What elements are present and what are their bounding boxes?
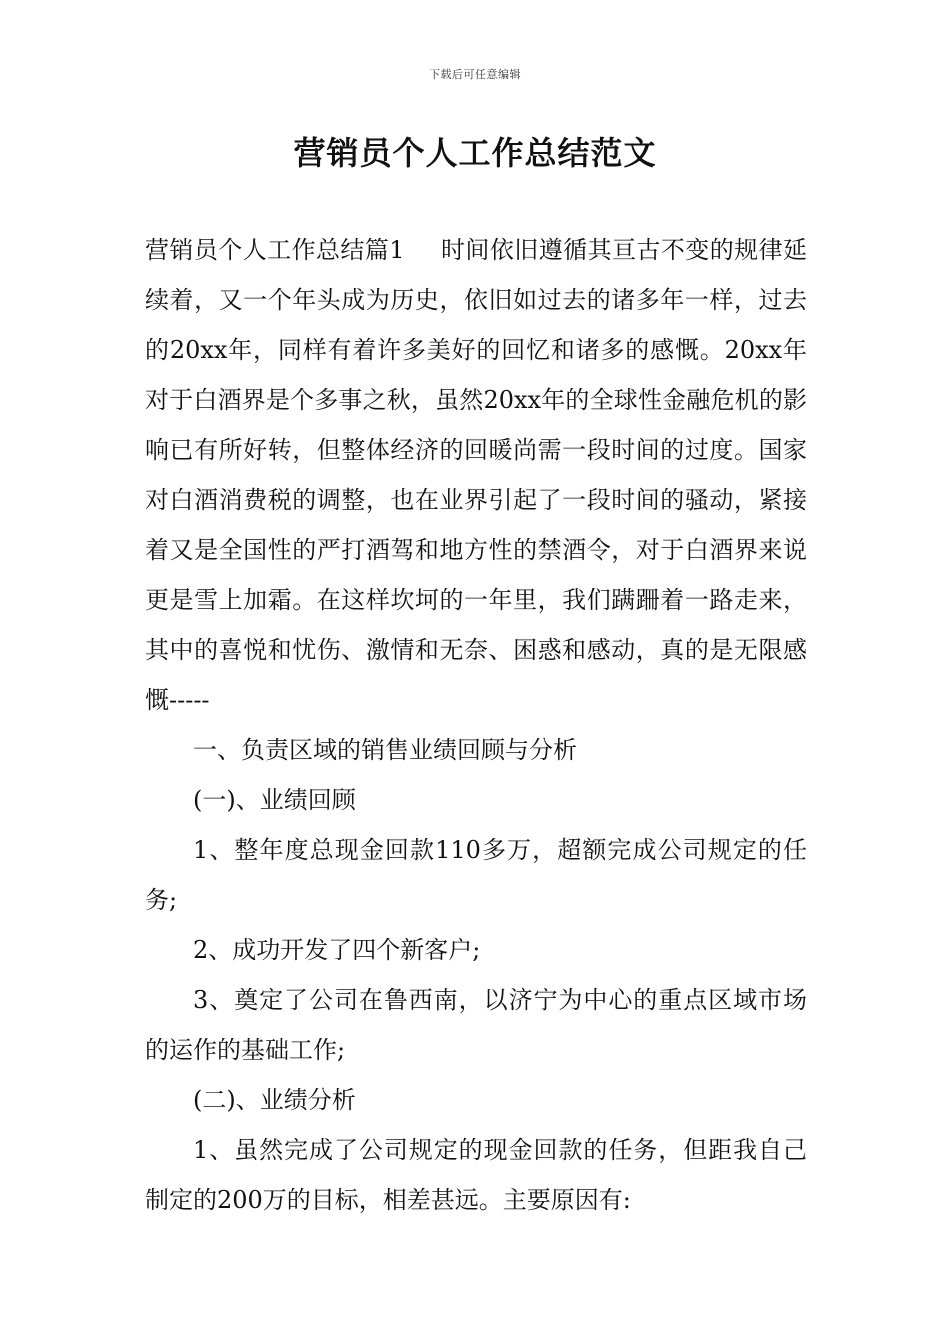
document-title: 营销员个人工作总结范文 bbox=[293, 134, 657, 172]
document-body bbox=[145, 225, 807, 1225]
list-item-2: 2、成功开发了四个新客户; bbox=[193, 936, 481, 964]
section-heading-1: 一、负责区域的销售业绩回顾与分析 bbox=[193, 736, 577, 764]
intro-heading: 营销员个人工作总结篇1 bbox=[145, 236, 405, 264]
analysis-item-1: 1、虽然完成了公司规定的现金回款的任务，但距我自己制定的200万的目标，相差甚远。主要原因有: bbox=[145, 1136, 807, 1214]
list-item-1: 1、整年度总现金回款110多万，超额完成公司规定的任务; bbox=[145, 836, 807, 914]
list-item-3: 3、奠定了公司在鲁西南，以济宁为中心的重点区域市场的运作的基础工作; bbox=[145, 986, 807, 1064]
subsection-heading-review: (一)、业绩回顾 bbox=[193, 786, 356, 814]
subsection-heading-analysis: (二)、业绩分析 bbox=[193, 1086, 356, 1114]
header-note: 下载后可任意编辑 bbox=[429, 68, 521, 81]
intro-text: 时间依旧遵循其亘古不变的规律延续着，又一个年头成为历史，依旧如过去的诸多年一样，过去的20xx年，同样有着许多美好的回忆和诸多的感慨。20xx年对于白酒界是个多事之秋，虽然20xx年的全球性金融危机的影响已有所好转，但整体经济的回暖尚需一段时间的过度。国家对白酒消费税的调整，也在业界引起了一段时间的骚动，紧接着又是全国性的严打酒驾和地方性的禁酒令，对于白酒界来说更是雪上加霜。在这样坎坷的一年里，我们蹒跚着一路走来，其中的喜悦和忧伤、激情和无奈、困惑和感动，真的是无限感慨----- bbox=[145, 236, 807, 714]
intro-paragraph bbox=[145, 225, 807, 725]
